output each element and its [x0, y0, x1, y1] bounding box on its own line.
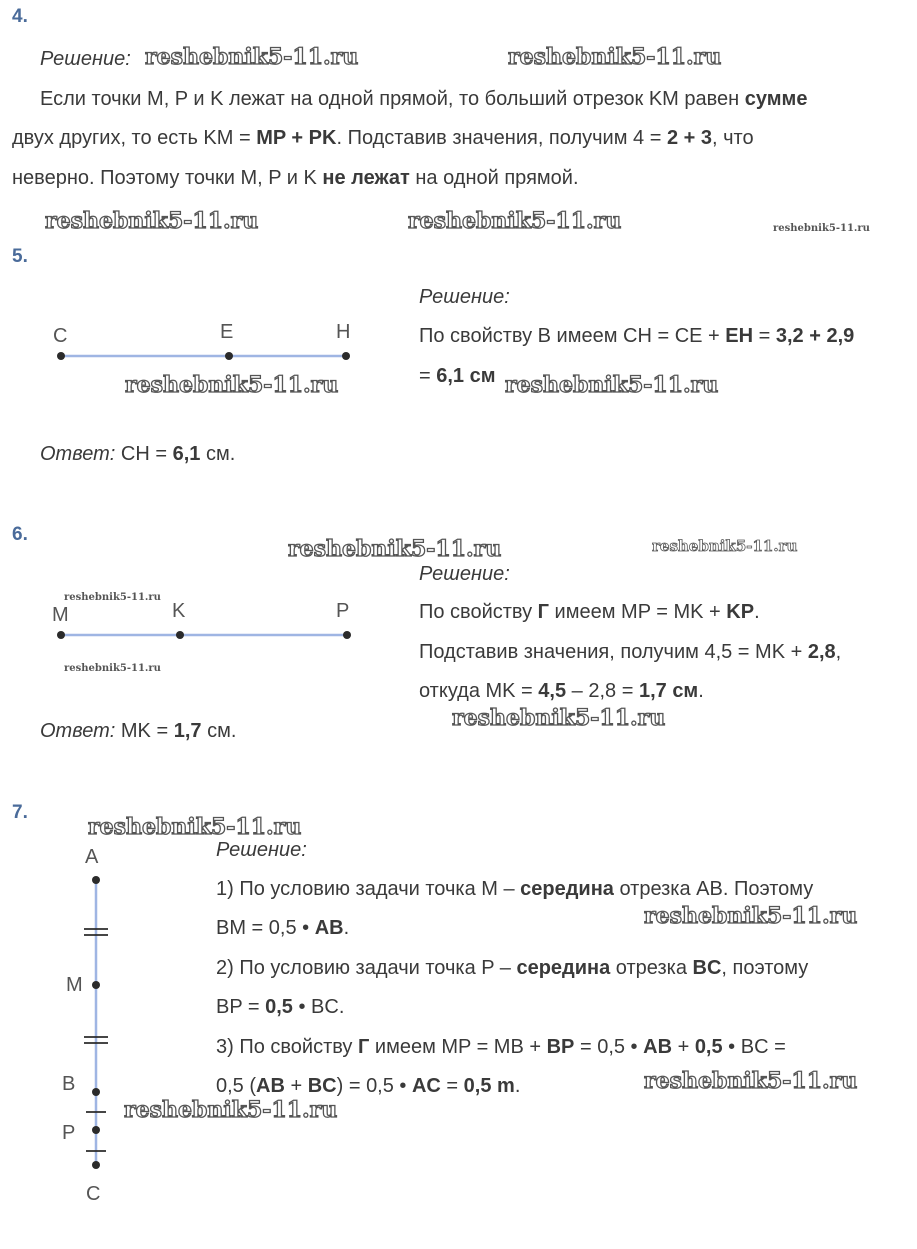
point-E [225, 352, 233, 360]
watermark: reshebnik5-11.ru [288, 536, 502, 562]
watermark: reshebnik5-11.ru [88, 814, 302, 840]
watermark: reshebnik5-11.ru [652, 537, 798, 555]
watermark: reshebnik5-11.ru [452, 705, 666, 731]
watermark: reshebnik5-11.ru [124, 1097, 338, 1123]
task-6-line-3: откуда MK = 4,5 – 2,8 = 1,7 см. [419, 680, 704, 702]
watermark: reshebnik5-11.ru [64, 663, 161, 674]
task-7-step-3-line-1: 3) По свойству Г имеем MP = MB + BP = 0,5 • AB + 0,5 • BC = [216, 1036, 786, 1058]
task-4-number: 4. [12, 6, 28, 27]
task-4-solution-label: Решение: [40, 48, 131, 70]
task-7-step-3-line-2: 0,5 (AB + BC) = 0,5 • AC = 0,5 m. [216, 1075, 521, 1097]
point-H [342, 352, 350, 360]
task-5-solution-label: Решение: [419, 286, 510, 308]
task-5-line-2: = 6,1 см [419, 365, 496, 387]
point-M [57, 631, 65, 639]
label-H: H [336, 321, 351, 343]
task-7-step-2-line-2: BP = 0,5 • BC. [216, 996, 345, 1018]
watermark: reshebnik5-11.ru [508, 44, 722, 70]
label-P: P [62, 1122, 76, 1144]
task-7-step-1-line-2: BM = 0,5 • AB. [216, 917, 350, 939]
task-4-line-2: двух других, то есть KM = MP + PK. Подставив значения, получим 4 = 2 + 3, что [12, 127, 754, 149]
label-E: E [220, 321, 234, 343]
watermark: reshebnik5-11.ru [408, 208, 622, 234]
watermark: reshebnik5-11.ru [644, 1068, 858, 1094]
watermark: reshebnik5-11.ru [145, 44, 359, 70]
point-M [92, 981, 100, 989]
task-4-line-3: неверно. Поэтому точки M, P и K не лежат на одной прямой. [12, 167, 579, 189]
task-6-answer: Ответ: MK = 1,7 см. [40, 720, 237, 742]
task-7-solution-label: Решение: [216, 839, 307, 861]
task-6-line-1: По свойству Г имеем MP = MK + KP. [419, 601, 760, 623]
task-6-line-2: Подставив значения, получим 4,5 = MK + 2,8, [419, 641, 842, 663]
point-A [92, 876, 100, 884]
task-5-segment-figure [40, 318, 370, 368]
task-5-number: 5. [12, 246, 28, 267]
task-6-number: 6. [12, 524, 28, 545]
point-C [92, 1161, 100, 1169]
task-4-line-1: Если точки M, P и K лежат на одной прямой, то больший отрезок KM равен сумме [40, 88, 808, 110]
label-M: M [66, 974, 83, 996]
task-5-answer: Ответ: CH = 6,1 см. [40, 443, 236, 465]
label-M: M [52, 604, 69, 626]
label-C: C [53, 325, 68, 347]
label-C: C [86, 1183, 101, 1205]
task-6-solution-label: Решение: [419, 563, 510, 585]
watermark: reshebnik5-11.ru [125, 372, 339, 398]
point-B [92, 1088, 100, 1096]
point-K [176, 631, 184, 639]
watermark: reshebnik5-11.ru [773, 223, 870, 234]
point-P [92, 1126, 100, 1134]
task-5-line-1: По свойству В имеем CH = CE + EH = 3,2 + 2,9 [419, 325, 855, 347]
watermark: reshebnik5-11.ru [505, 372, 719, 398]
watermark: reshebnik5-11.ru [45, 208, 259, 234]
task-7-number: 7. [12, 802, 28, 823]
point-P [343, 631, 351, 639]
task-7-step-2-line-1: 2) По условию задачи точка P – середина отрезка BC, поэтому [216, 957, 809, 979]
task-6-segment-figure [40, 600, 370, 650]
task-7-step-1-line-1: 1) По условию задачи точка M – середина отрезка AB. Поэтому [216, 878, 814, 900]
watermark: reshebnik5-11.ru [644, 903, 858, 929]
label-P: P [336, 600, 350, 622]
label-K: K [172, 600, 186, 622]
point-C [57, 352, 65, 360]
label-B: B [62, 1073, 76, 1095]
watermark: reshebnik5-11.ru [64, 592, 161, 603]
label-A: A [85, 846, 99, 868]
